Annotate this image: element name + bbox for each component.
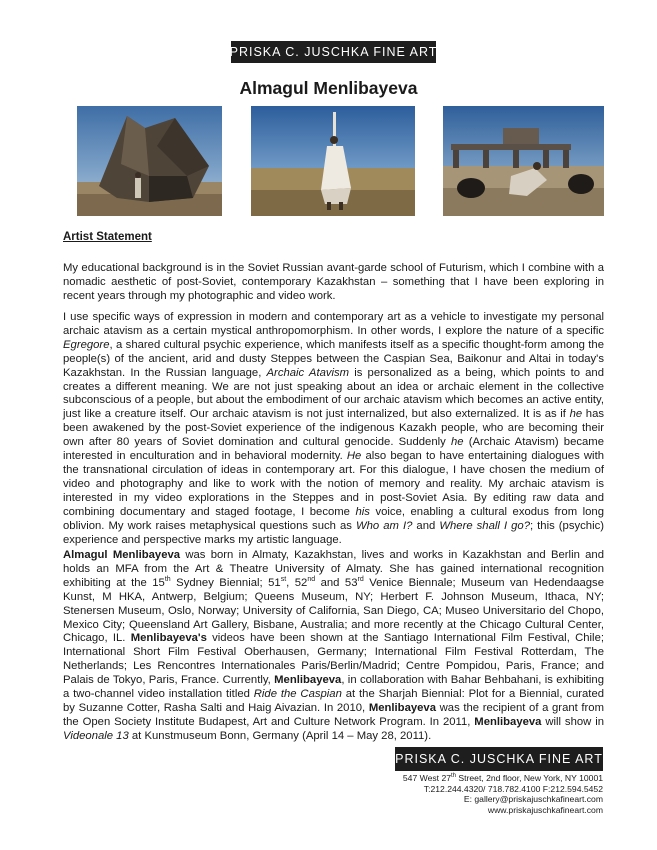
statement-text: I use specific ways of expression in modern and contemporary art as a vehicle to investigate my personal archaic atavism as a certain mystical anthropomorphism. In other words, I explore the nature of a specific	[63, 311, 604, 337]
bio-text: and 53	[315, 576, 358, 589]
bio-text: , 52	[286, 576, 308, 589]
bio-text: , in collaboration with Bahar Behbahani, is exhibiting a two-channel video installation titled	[63, 674, 604, 701]
bio-text: will show in	[541, 715, 604, 728]
statement-text: voice, enabling a cultural exodus from long oblivion. My work raises metaphysical questions such as	[63, 505, 604, 532]
gallery-address	[380, 773, 603, 784]
term-egregore: Egregore	[63, 338, 110, 351]
statement-text: , a shared cultural psychic experience, which manifests itself as a specific thought-form among the people(s) of the ancient, arid and dusty Steppes between the Caspian Sea, Baikonur and Altai in today's Kazakhstan. In the Russian language,	[63, 338, 604, 379]
bio-text: was the recipient of a grant from the Open Society Institute Budapest, Art and Culture Network Program. In 2011,	[63, 701, 605, 728]
artist-name-title: Almagul Menlibayeva	[239, 78, 418, 98]
artist-name-bold: Almagul Menlibayeva	[63, 549, 181, 561]
ordinal-suffix: rd	[357, 576, 364, 584]
question-where-shall-i-go: Where shall I go?	[439, 519, 530, 532]
question-who-am-i: Who am I?	[355, 519, 413, 532]
gallery-logo-footer: PRISKA C. JUSCHKA FINE ART	[395, 747, 603, 771]
statement-text: is personalized as a being, which points to and creates a different meaning. We are not just speaking about an idea or archaic element in the collective subconscious of a people, but about the embodiment of our archaic atavism which becomes an active entity, just like a creature itself. Our archaic atavism is not just internalized, but also externalized. It is as if	[63, 366, 604, 421]
bio-text: at the Sharjah Biennial: Plot for a Biennial, curated by Suzanne Cotter, Rasha Salti and Haig Aivazian. In 2010,	[63, 688, 605, 714]
artist-statement-heading: Artist Statement	[63, 231, 152, 243]
term-archaic-atavism: Archaic Atavism	[266, 366, 350, 379]
gallery-phone: T:212.244.4320/ 718.782.4100 F:212.594.5452	[423, 783, 603, 794]
work-title-ride-the-caspian: Ride the Caspian	[253, 688, 342, 701]
ordinal-suffix: th	[451, 773, 457, 780]
artist-name-bold: Menlibayeva	[274, 674, 342, 687]
gallery-email: E: gallery@priskajuschkafineart.com	[463, 794, 603, 805]
artist-name-bold: Menlibayeva	[368, 701, 436, 714]
pronoun-he: he	[569, 408, 583, 421]
artwork-photo-collapsed-structure	[77, 106, 222, 216]
artist-name-bold: Menlibayeva's	[130, 632, 207, 645]
statement-text: also began to have entertaining dialogues with the transnational circulation of ideas in contemporary art. For this dialogue, I have chosen the medium of video and photography and like to work with the notion of memory and reality. My archaic atavism is interested in my video explorations in the Steppes and in post-Soviet Asia. By editing raw data and combining documentary and staged footage, I become	[63, 450, 604, 518]
statement-text: and	[412, 519, 440, 532]
ordinal-suffix: th	[164, 576, 171, 584]
bio-text: videos have been shown at the Santiago International Film Festival, Chile; International Short Film Festival Oberhausen, Germany; International Film Festival Rotterdam, The Netherlands; Les Rencontres Internationales Paris/Berlin/Madrid; Centre Pompidou, Paris, France; and Palais de Tokyo, Paris, France. Currently,	[63, 632, 604, 687]
gallery-logo-header: PRISKA C. JUSCHKA FINE ART	[231, 41, 436, 63]
ordinal-suffix: nd	[307, 576, 316, 584]
artist-name-bold: Menlibayeva	[474, 715, 542, 728]
statement-text: (Archaic Atavism) became interested in enculturation and in behavioral modernity.	[63, 436, 604, 463]
pronoun-his: his	[355, 505, 370, 518]
statement-paragraph-2	[63, 311, 604, 547]
statement-text: ; this (psychic) experience and perspective marks my artistic language.	[63, 519, 604, 546]
ordinal-suffix: st	[280, 576, 287, 584]
pronoun-he: he	[450, 436, 464, 449]
artist-bio-paragraph	[63, 549, 604, 744]
bio-text: Venice Biennale; Museum van Hedendaagse Kunst, M HKA, Antwerp, Belgium; Queens Museum, NY; Herbert F. Johnson Museum, Ithaca, NY; Stenersen Museum, Oslo, Norway; University of California, San Diego, CA; Museo Universitario del Chopo, Mexico City; Queensland Art Gallery, Bisbane, Australia; and more recently at the Chicago Cultural Center, Chicago, IL.	[63, 576, 604, 645]
gallery-contact-block	[380, 773, 603, 815]
bio-text: Sydney Biennial; 51	[170, 576, 281, 589]
statement-paragraph-1: My educational background is in the Soviet Russian avant-garde school of Futurism, which I combine with a nomadic aesthetic of post-Soviet, contemporary Kazakhstan – something that I have been exploring in recent years through my photographic and video work.	[63, 262, 604, 302]
pronoun-he: He	[346, 450, 362, 463]
bio-text: was born in Almaty, Kazakhstan, lives and works in Kazakhstan and Berlin and holds an MFA from the Art & Theatre University of Almaty. She has gained international recognition exhibiting at the 15	[63, 549, 604, 589]
statement-text: has been awakened by the post-Soviet experience of the indigenous Kazakh people, who are becoming their own after 80 years of Soviet domination and cultural genocide. Suddenly	[63, 408, 604, 449]
artwork-photo-ruins	[443, 106, 604, 216]
gallery-website: www.priskajuschkafineart.com	[487, 804, 603, 815]
artwork-photo-figure-steppe	[251, 106, 415, 216]
address-text: Street, 2nd floor, New York, NY 10001	[456, 773, 603, 783]
address-text: 547 West 27	[402, 773, 451, 783]
bio-text: at Kunstmuseum Bonn, Germany (April 14 – May 28, 2011).	[128, 729, 432, 742]
show-title-videonale-13: Videonale 13	[63, 729, 129, 742]
